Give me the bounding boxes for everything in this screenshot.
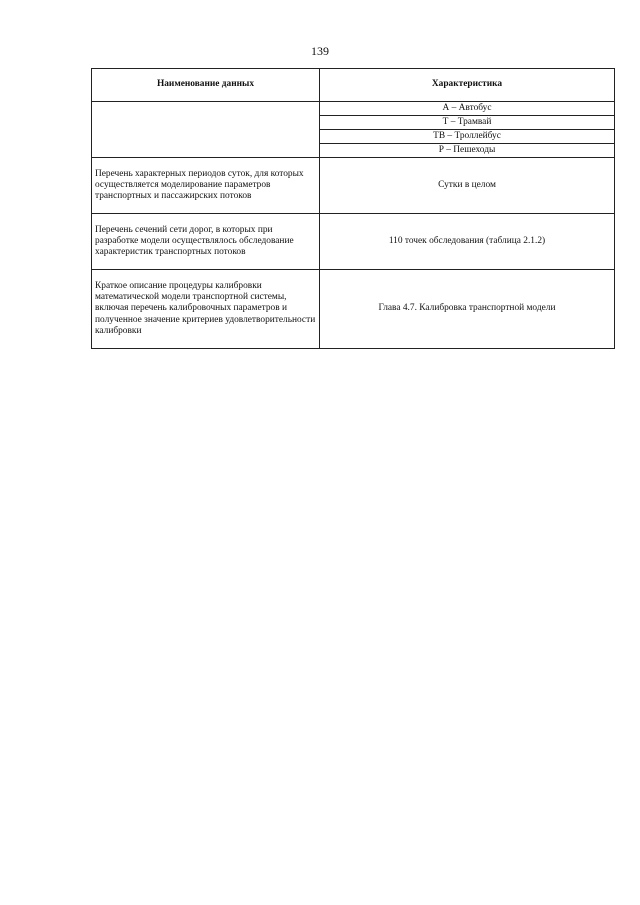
table-row (92, 158, 615, 214)
data-table (91, 68, 615, 349)
row-name-cell: Краткое описание процедуры калибровки математической модели транспортной системы, включая перечень калибровочных параметров и полученное значение критериев удовлетворительности калибровки (92, 270, 320, 349)
header-data-name: Наименование данных (92, 69, 320, 102)
mode-trolleybus: ТВ – Троллейбус (320, 130, 614, 144)
row-name-cell: Перечень характерных периодов суток, для которых осуществляется моделирование параметров транспортных и пассажирских потоков (92, 158, 320, 214)
table-header-row (92, 69, 615, 102)
row-name-cell: Перечень сечений сети дорог, в которых при разработке модели осуществлялось обследование характеристик транспортных потоков (92, 214, 320, 270)
mode-pedestrians: Р – Пешеходы (438, 145, 496, 155)
mode-tram: Т – Трамвай (320, 116, 614, 130)
table-row (92, 270, 615, 349)
mode-bus: А – Автобус (320, 102, 614, 116)
row-value-cell: 110 точек обследования (таблица 2.1.2) (320, 214, 615, 270)
header-characteristic: Характеристика (320, 69, 615, 102)
table-row (92, 102, 615, 158)
row-value-cell: Сутки в целом (320, 158, 615, 214)
row-value-cell: Глава 4.7. Калибровка транспортной модели (320, 270, 615, 349)
empty-cell (92, 102, 320, 158)
table-row (92, 214, 615, 270)
transport-modes-cell (320, 102, 615, 158)
page-number: 139 (311, 44, 329, 58)
